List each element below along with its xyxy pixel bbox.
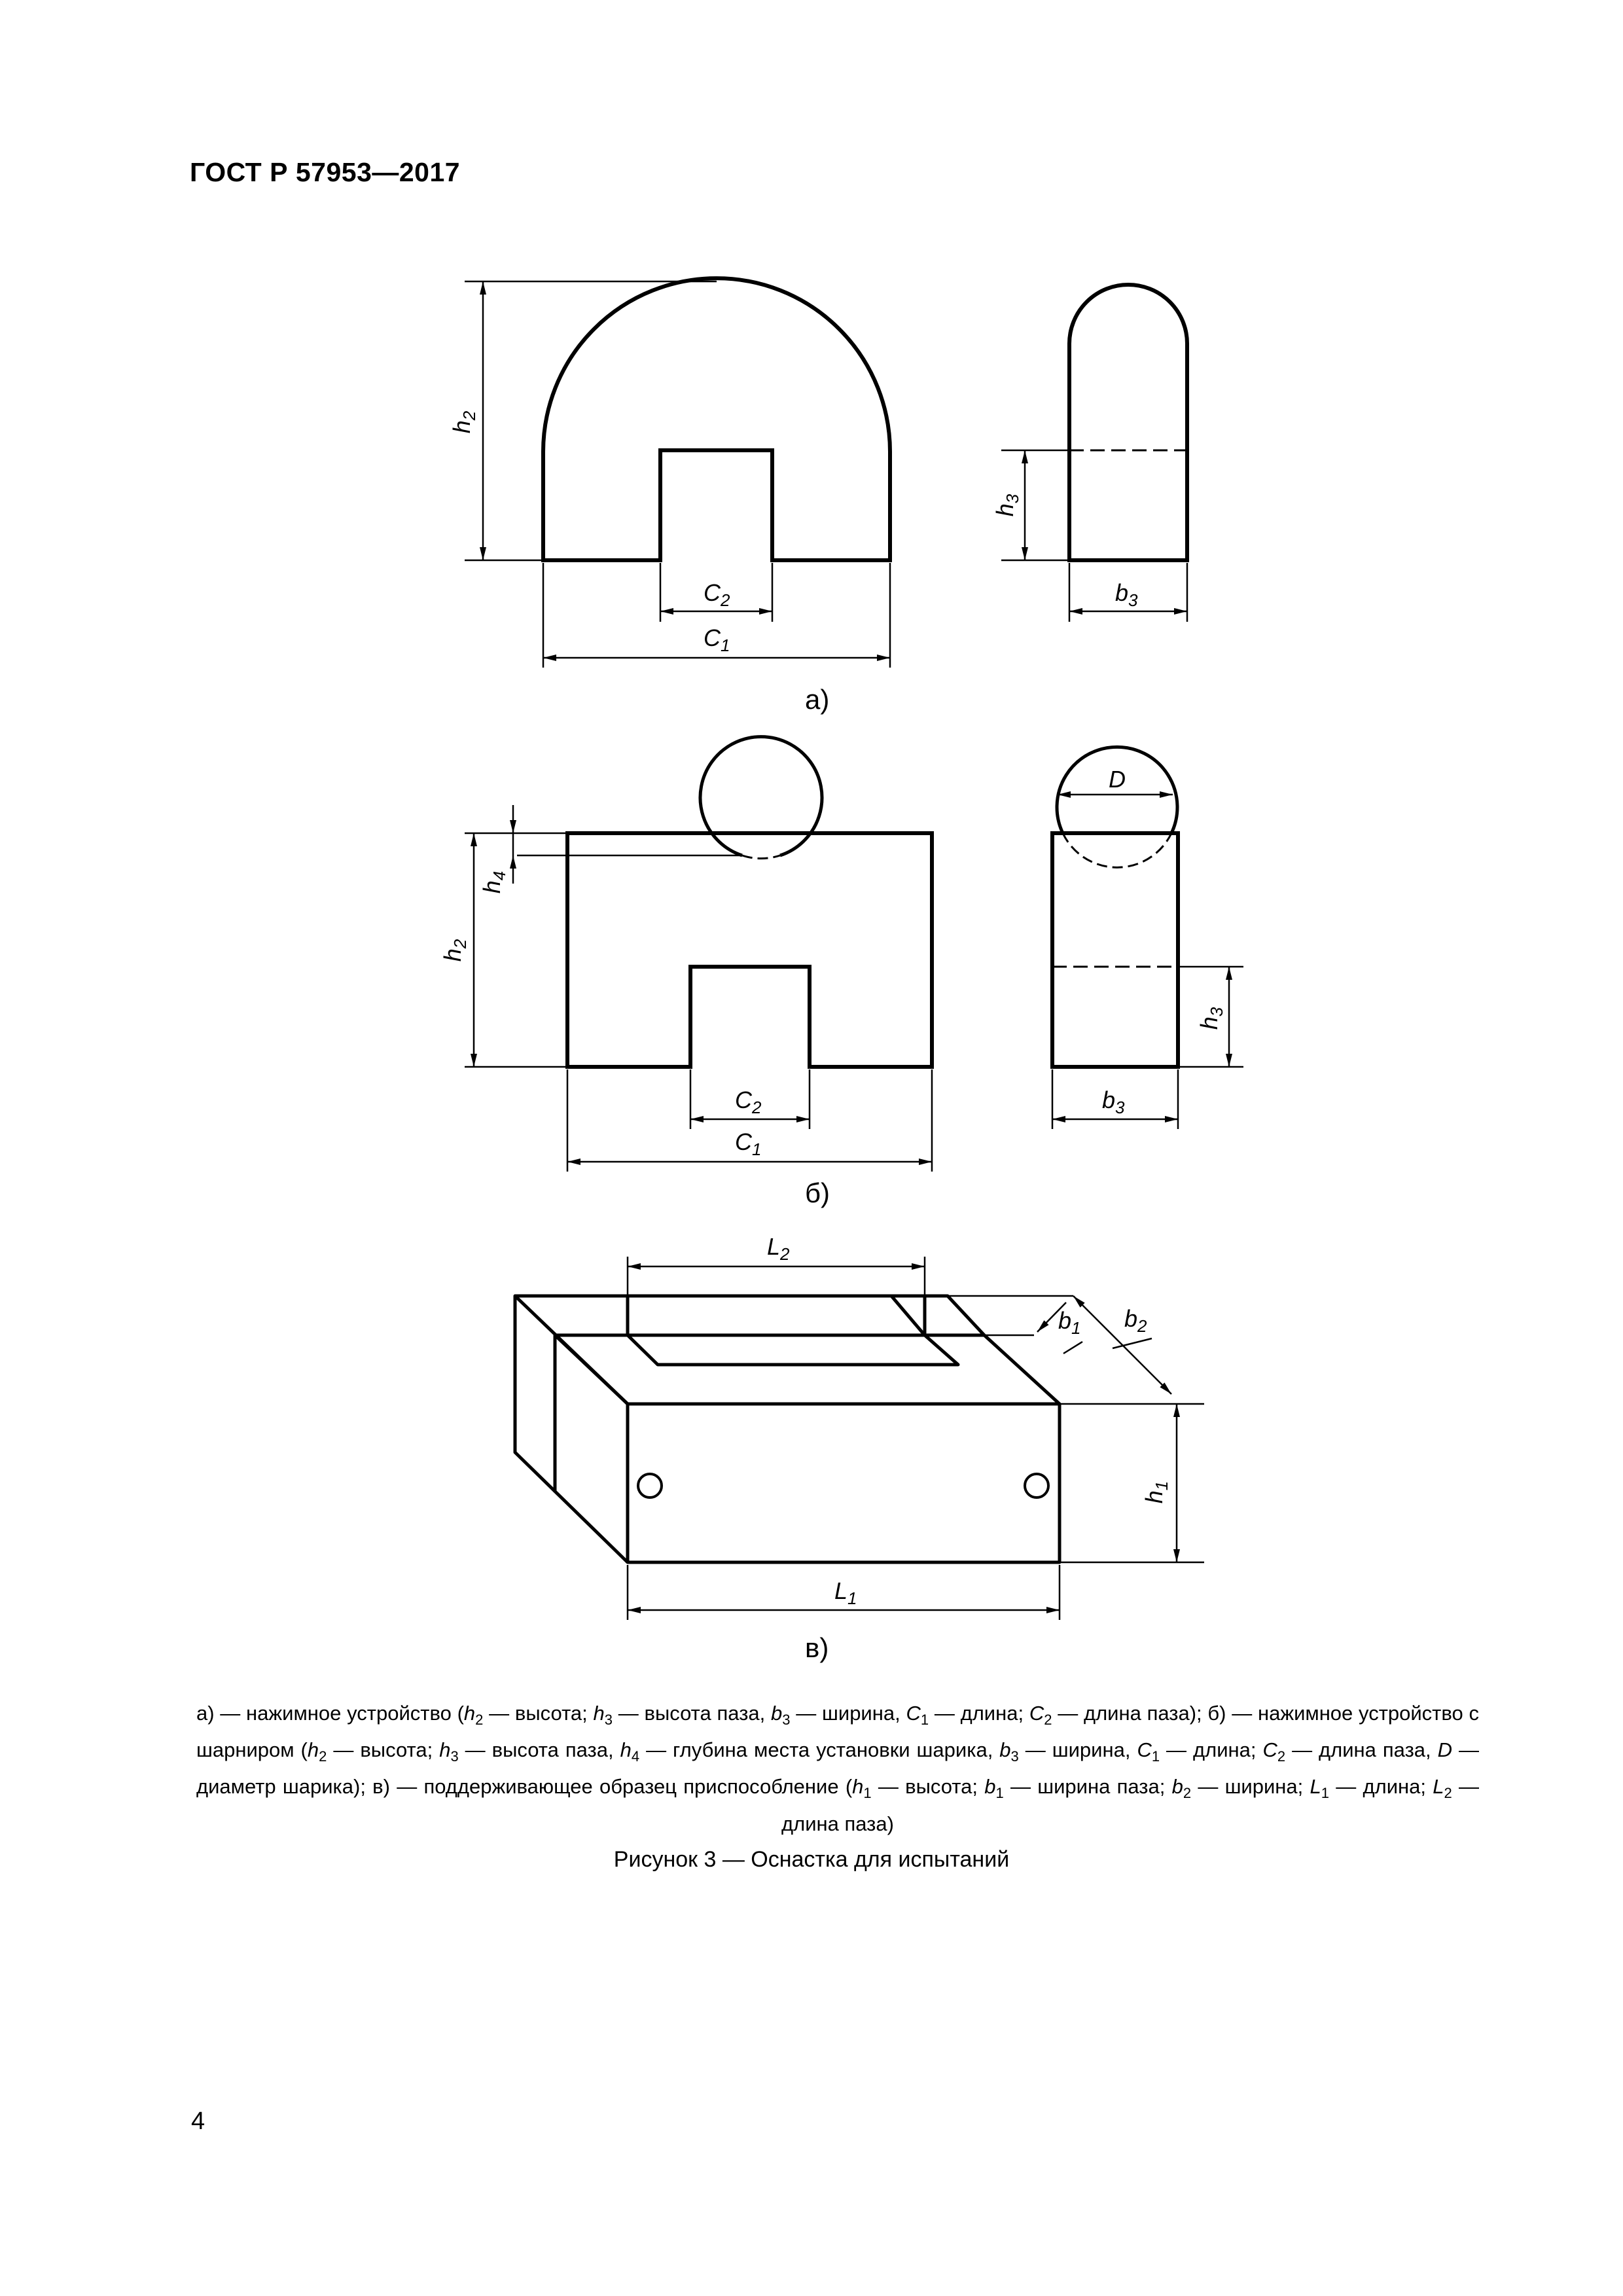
panel-label-c: в) — [805, 1632, 829, 1663]
hinged-block-front-view — [567, 833, 932, 1067]
dim-b3-a: $b_3$ — [1115, 579, 1138, 610]
dim-c1-a: $C_1$ — [704, 624, 730, 655]
dim-h4-b: $h_4$ — [478, 870, 509, 894]
side-dimension-lines-b — [1052, 795, 1243, 1129]
panel-label-b: б) — [805, 1177, 830, 1208]
dim-l1-c: $L_1$ — [834, 1577, 857, 1608]
dimension-lines-a — [465, 281, 890, 668]
dim-l2-c: $L_2$ — [767, 1233, 790, 1264]
ball-visible — [700, 737, 822, 855]
dim-b2-c: $b_2$ — [1124, 1305, 1147, 1336]
dim-h1-c: $h_1$ — [1141, 1480, 1171, 1504]
ball-hidden — [742, 855, 780, 859]
dim-h3-b: $h_3$ — [1196, 1007, 1226, 1030]
dimension-lines-b — [465, 805, 932, 1172]
arch-front-view — [543, 278, 890, 560]
document-header: ГОСТ Р 57953—2017 — [190, 157, 461, 187]
dim-d-b: D — [1109, 766, 1126, 793]
panel-a — [448, 278, 1187, 715]
dim-h2-a: $h_2$ — [448, 410, 479, 434]
dim-b1-c: $b_1$ — [1058, 1307, 1081, 1338]
panel-b — [439, 737, 1243, 1208]
page-number: 4 — [191, 2108, 205, 2135]
panel-c — [515, 1233, 1204, 1663]
dim-b3-b: $b_3$ — [1102, 1086, 1125, 1117]
panel-label-a: а) — [805, 684, 830, 715]
dim-h3-a: $h_3$ — [991, 493, 1022, 517]
arch-side-view — [1069, 285, 1187, 560]
figure-title: Рисунок 3 — Оснастка для испытаний — [613, 1847, 1010, 1872]
dim-h2-b: $h_2$ — [439, 939, 470, 962]
dim-c1-b: $C_1$ — [735, 1128, 762, 1159]
figure-legend: а) — нажимное устройство ($h_2$ — высота; $h_3$ — высота паза, $b_3$ — ширина, $C_1$ — длина; $C_2$ — длина паза); б) — нажимное устройство с шарниром ($h_2$ — высота; $h_3$ — высота паза, $h_4$ — глубина места установки шарика, $b_3$ — ширина, $C_1$ — длина; $C_2$ — длина паза, D — диаметр шарика); в) — поддерживающее образец приспособление ($h_1$ — высота; $b_1$ — ширина паза; $b_2$ — ширина; $L_1$ — длина; $L_2$ — длина паза) — [196, 1702, 1479, 1835]
support-fixture-isometric — [515, 1296, 1060, 1562]
side-ball-hidden — [1063, 833, 1171, 867]
dimension-lines-c — [628, 1257, 1204, 1620]
dim-c2-a: $C_2$ — [704, 579, 730, 610]
side-dimension-lines-a — [1001, 450, 1187, 622]
dim-c2-b: $C_2$ — [735, 1086, 762, 1117]
